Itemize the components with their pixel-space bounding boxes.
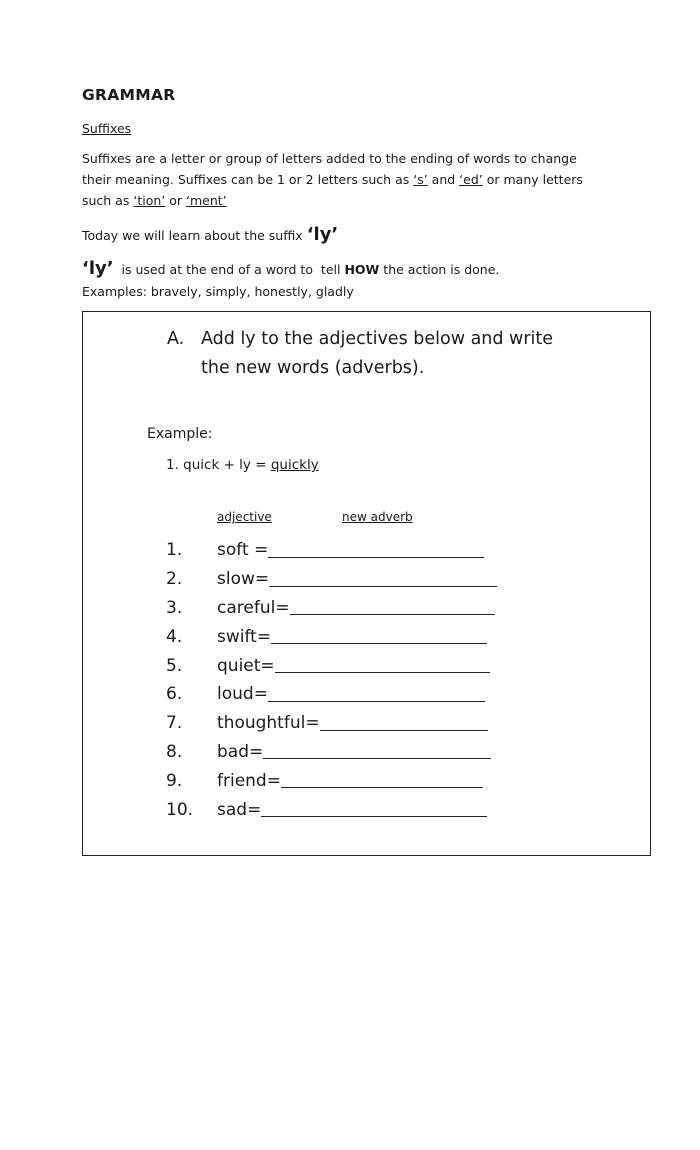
intro-line2b: or many letters <box>482 172 583 187</box>
today-suffix: ‘ly’ <box>306 224 339 245</box>
intro-and: and <box>427 172 460 187</box>
item-word: bad= <box>217 741 264 762</box>
suffix-ment: ‘ment’ <box>186 193 227 208</box>
exercise-instruction <box>167 325 553 383</box>
answer-blank[interactable] <box>271 643 487 644</box>
answer-blank[interactable] <box>261 816 487 817</box>
rule-text-a: is used at the end of a word to tell <box>113 262 345 277</box>
intro-paragraph <box>82 148 622 211</box>
item-word: loud= <box>217 684 268 705</box>
item-number: 10. <box>166 799 194 820</box>
item-number: 9. <box>166 770 183 791</box>
exercise-letter: A. <box>167 329 185 349</box>
exercise-item <box>166 565 506 594</box>
exercise-item <box>166 766 506 795</box>
exercise-item <box>166 738 506 767</box>
item-word: soft = <box>217 540 269 561</box>
examples-line: Examples: bravely, simply, honestly, gladly <box>82 284 354 299</box>
example-line <box>166 457 319 473</box>
item-number: 2. <box>166 569 183 590</box>
exercise-item <box>166 622 506 651</box>
item-number: 3. <box>166 597 183 618</box>
exercise-item <box>166 709 506 738</box>
answer-blank[interactable] <box>268 557 484 558</box>
section-subtitle: Suffixes <box>82 121 132 136</box>
rule-line <box>82 258 499 279</box>
answer-blank[interactable] <box>275 672 490 673</box>
item-word: careful= <box>217 597 290 618</box>
today-text: Today we will learn about the suffix <box>82 228 307 243</box>
answer-blank[interactable] <box>290 614 495 615</box>
answer-blank[interactable] <box>320 730 488 731</box>
example-answer: quickly <box>270 457 319 473</box>
intro-line3a: such as <box>82 193 134 208</box>
suffix-ed: ‘ed’ <box>459 172 483 187</box>
example-label: Example: <box>147 426 213 442</box>
page-title: GRAMMAR <box>82 86 176 104</box>
intro-or: or <box>165 193 186 208</box>
suffix-s: ‘s’ <box>413 172 428 187</box>
answer-blank[interactable] <box>263 758 491 759</box>
exercise-item-list <box>166 536 506 824</box>
item-word: thoughtful= <box>217 713 320 734</box>
answer-blank[interactable] <box>269 586 497 587</box>
exercise-item <box>166 651 506 680</box>
item-number: 7. <box>166 713 183 734</box>
item-number: 4. <box>166 626 183 647</box>
exercise-item <box>166 795 506 824</box>
instruction-line2: the new words (adverbs). <box>201 358 425 378</box>
suffix-tion: ‘tion’ <box>133 193 166 208</box>
exercise-item <box>166 536 506 565</box>
item-word: quiet= <box>217 655 275 676</box>
item-word: slow= <box>217 569 270 590</box>
item-word: friend= <box>217 770 281 791</box>
exercise-item <box>166 594 506 623</box>
item-word: sad= <box>217 799 262 820</box>
item-number: 5. <box>166 655 183 676</box>
exercise-item <box>166 680 506 709</box>
column-header-adjective: adjective <box>217 510 272 524</box>
example-prefix: 1. quick + ly = <box>166 457 271 473</box>
instruction-line1: Add ly to the adjectives below and write <box>201 329 554 349</box>
rule-how: HOW <box>344 262 380 277</box>
column-header-new-adverb: new adverb <box>342 510 413 524</box>
item-word: swift= <box>217 626 272 647</box>
today-line <box>82 224 338 245</box>
rule-text-b: the action is done. <box>379 262 500 277</box>
answer-blank[interactable] <box>281 787 483 788</box>
exercise-box <box>82 311 651 856</box>
answer-blank[interactable] <box>268 701 485 702</box>
item-number: 6. <box>166 684 183 705</box>
intro-line1: Suffixes are a letter or group of letters added to the ending of words to change <box>82 151 577 166</box>
rule-suffix: ‘ly’ <box>82 258 114 279</box>
item-number: 1. <box>166 540 183 561</box>
intro-line2a: their meaning. Suffixes can be 1 or 2 letters such as <box>82 172 414 187</box>
item-number: 8. <box>166 741 183 762</box>
